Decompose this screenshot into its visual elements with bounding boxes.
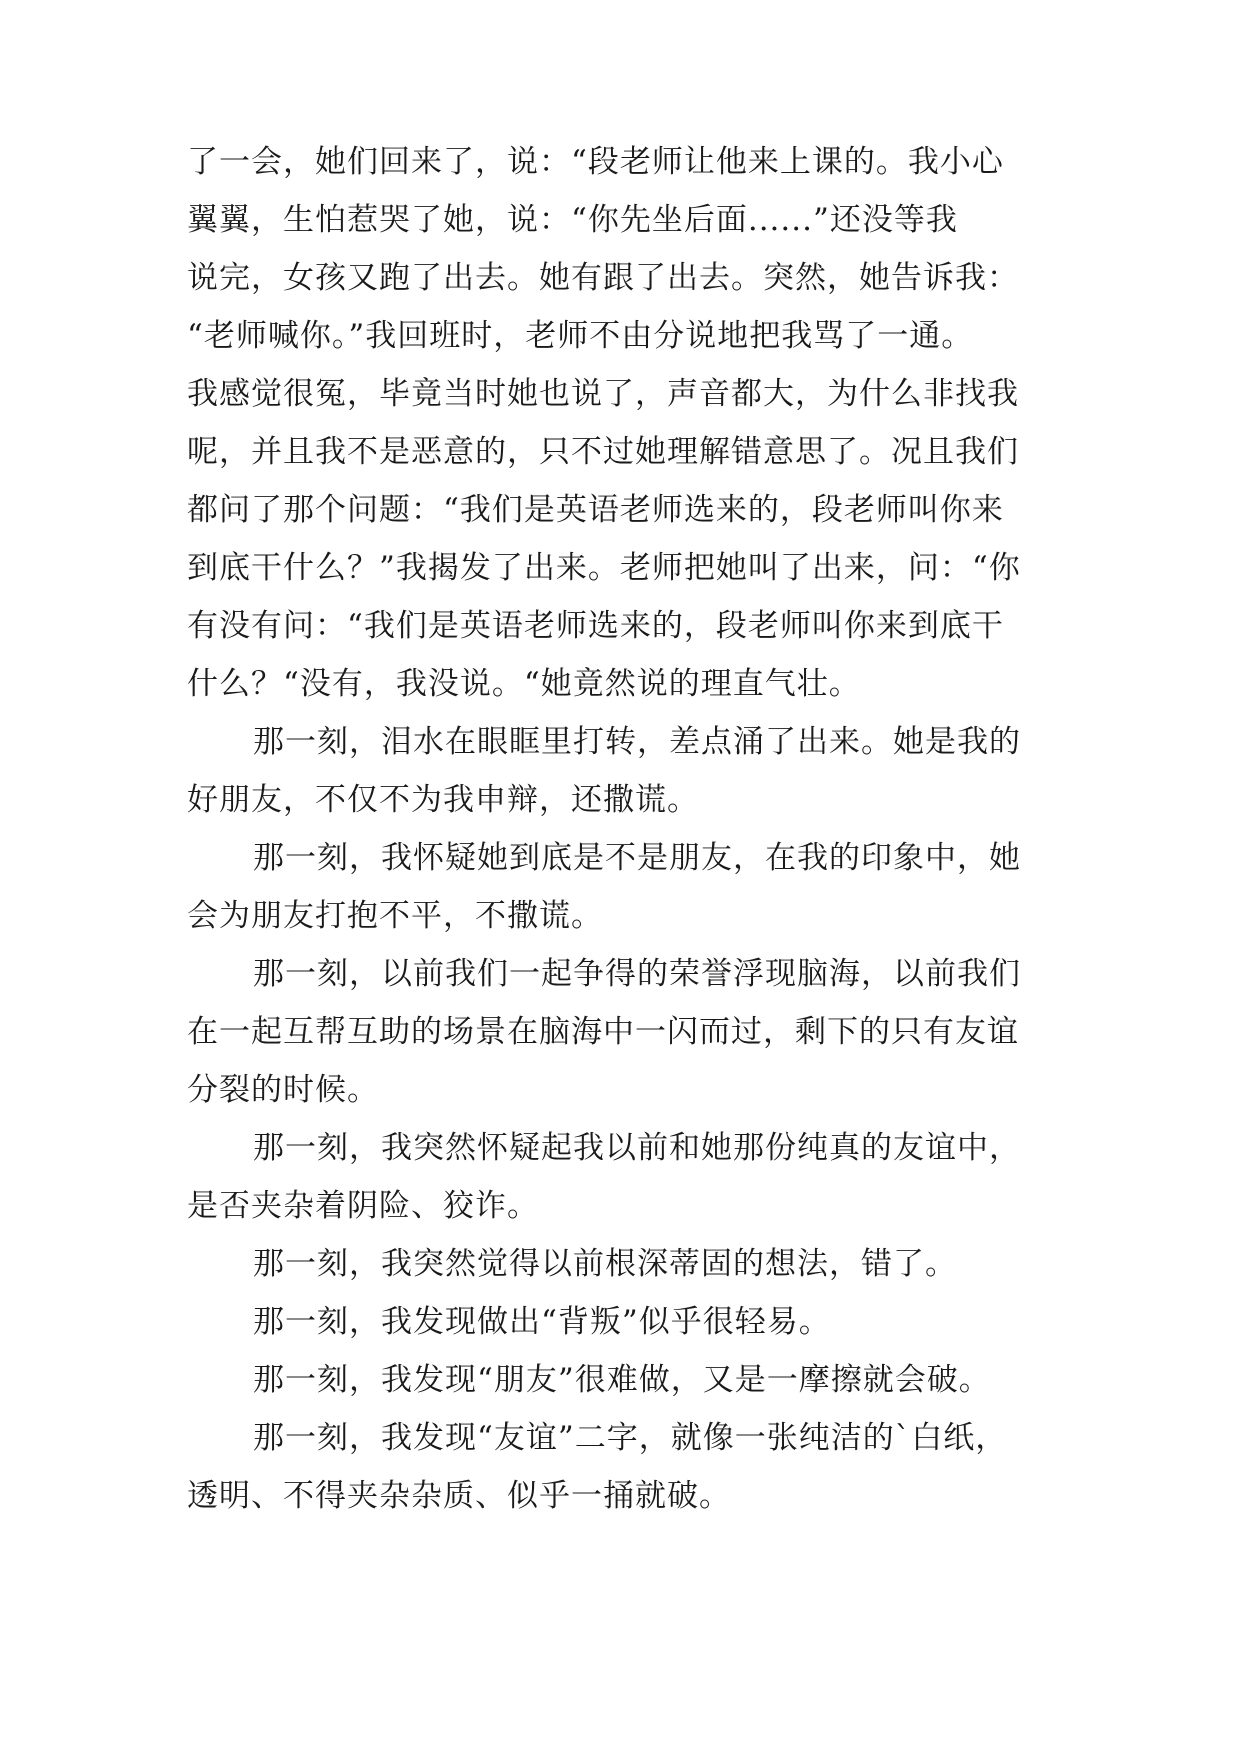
text-line: 好朋友，不仅不为我申辩，还撒谎。 [187,782,699,818]
text-line: 翼翼，生怕惹哭了她，说：“你先坐后面......”还没等我 [187,202,958,238]
text-line: 是否夹杂着阴险、狡诈。 [187,1188,539,1224]
text-line: 什么？“没有，我没说。“她竟然说的理直气壮。 [187,666,861,702]
paragraph-start-line: 那一刻，我突然怀疑起我以前和她那份纯真的友谊中， [253,1130,1021,1166]
paragraph-start-line: 那一刻，泪水在眼眶里打转，差点涌了出来。她是我的 [253,724,1021,760]
text-line: 透明、不得夹杂杂质、似乎一捅就破。 [187,1478,731,1514]
paragraph-start-line: 那一刻，我发现“朋友”很难做，又是一摩擦就会破。 [253,1362,991,1398]
text-line: 分裂的时候。 [187,1072,379,1108]
text-line: 说完，女孩又跑了出去。她有跟了出去。突然，她告诉我： [187,260,1019,296]
paragraph-start-line: 那一刻，我发现“友谊”二字，就像一张纯洁的`白纸， [253,1420,1008,1456]
text-line: 到底干什么？”我揭发了出来。老师把她叫了出来，问：“你 [187,550,1021,586]
text-line: 在一起互帮互助的场景在脑海中一闪而过，剩下的只有友谊 [187,1014,1019,1050]
text-line: “老师喊你。”我回班时，老师不由分说地把我骂了一通。 [187,318,974,354]
text-line: 了一会，她们回来了，说：“段老师让他来上课的。我小心 [187,144,1004,180]
text-line: 我感觉很冤，毕竟当时她也说了，声音都大，为什么非找我 [187,376,1019,412]
paragraph-start-line: 那一刻，我突然觉得以前根深蒂固的想法，错了。 [253,1246,957,1282]
paragraph-start-line: 那一刻，我发现做出“背叛”似乎很轻易。 [253,1304,831,1340]
paragraph-start-line: 那一刻，我怀疑她到底是不是朋友，在我的印象中，她 [253,840,1021,876]
paragraph-start-line: 那一刻，以前我们一起争得的荣誉浮现脑海，以前我们 [253,956,1021,992]
text-line: 会为朋友打抱不平，不撒谎。 [187,898,603,934]
text-line: 有没有问：“我们是英语老师选来的，段老师叫你来到底干 [187,608,1004,644]
text-line: 都问了那个问题：“我们是英语老师选来的，段老师叫你来 [187,492,1004,528]
text-line: 呢，并且我不是恶意的，只不过她理解错意思了。况且我们 [187,434,1019,470]
